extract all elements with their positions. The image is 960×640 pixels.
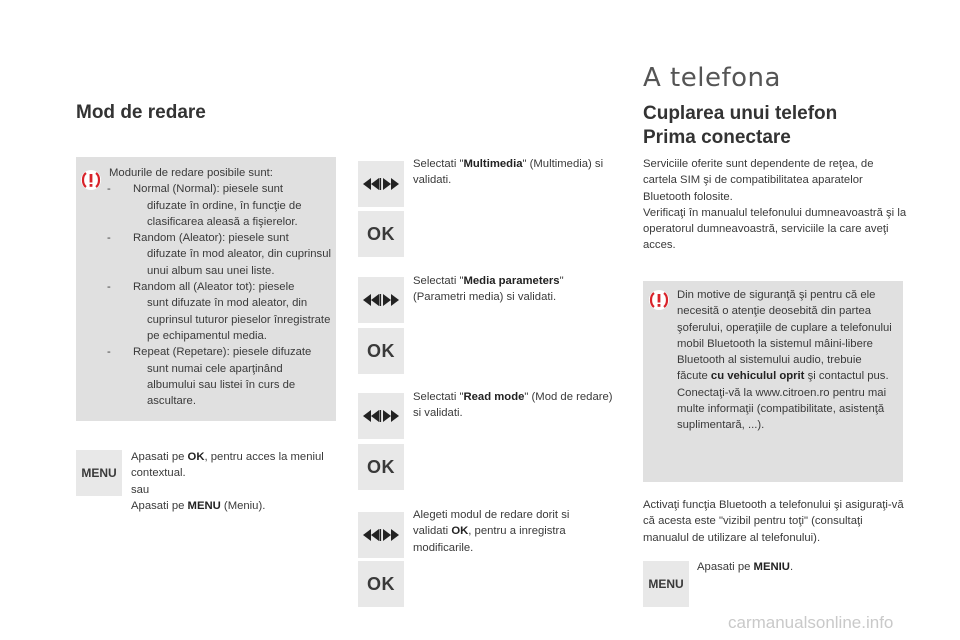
step-media-parameters-text: Selectati "Media parameters" (Parametri media) si validati. — [413, 275, 564, 304]
arrows-button[interactable] — [358, 277, 404, 323]
play-modes-box — [76, 157, 336, 421]
right-intro-text: Serviciile oferite sunt dependente de reţea, de cartela SIM şi de compatibilitatea aparatelor Bluetooth folosite. Verificaţi în manualul telefonului dumneavoastră şi la operatorul dumneavoastră, serviciile la care aveţi acces. — [643, 158, 907, 252]
left-right-arrows-icon — [361, 527, 401, 543]
safety-box — [643, 281, 903, 482]
warning-icon — [648, 289, 670, 311]
right-title-line2: Prima conectare — [643, 127, 791, 148]
ok-button[interactable]: OK — [358, 328, 404, 374]
chapter-title: A telefona — [643, 63, 781, 93]
play-modes-list — [107, 181, 333, 409]
ok-button[interactable]: OK — [358, 561, 404, 607]
step-read-mode-text: Selectati "Read mode" (Mod de redare) si validati. — [413, 391, 613, 420]
ok-button[interactable]: OK — [358, 211, 404, 257]
menu-step-text: Apasati pe OK, pentru acces la meniul contextual. sau Apasati pe MENU (Meniu). — [131, 451, 324, 512]
ok-button[interactable]: OK — [358, 444, 404, 490]
safety-text: Din motive de siguranţă şi pentru că ele necesită o atenţie deosebită din partea şoferului, operaţiile de cuplare a telefonului mobil Bluetooth la sistemul mâini-libere Bluetooth al sistemului audio, trebuie făcute cu vehiculul oprit şi contactul pus. Conectaţi-vă la www.citroen.ro pentru mai multe informaţii (compatibilitate, asistenţă suplimentară, ...). — [677, 289, 892, 432]
left-section-title: Mod de redare — [76, 102, 206, 123]
play-modes-text — [109, 165, 333, 409]
right-section-title — [643, 102, 837, 150]
meniu-step-text: Apasati pe MENIU. — [697, 561, 794, 573]
activate-bluetooth-text: Activaţi funcţia Bluetooth a telefonului şi asiguraţi-vă că acesta este "vizibil pentru toţi" (consultaţi manualul de utilizare al telefonului). — [643, 499, 904, 544]
arrows-button[interactable] — [358, 161, 404, 207]
watermark: carmanualsonline.info — [728, 613, 894, 632]
list-item: - Random all (Aleator tot): piesele sunt difuzate în mod aleator, din cuprinsul tuturor pieselor înregistrate pe echipamentul media. — [107, 281, 331, 342]
left-right-arrows-icon — [361, 408, 401, 424]
left-right-arrows-icon — [361, 292, 401, 308]
warning-icon — [80, 169, 102, 191]
menu-button[interactable]: MENU — [643, 561, 689, 607]
step-choose-mode-text: Alegeti modul de redare dorit si validati OK, pentru a inregistra modificarile. — [413, 509, 570, 554]
arrows-button[interactable] — [358, 512, 404, 558]
list-item: - Normal (Normal): piesele sunt difuzate în ordine, în funcţie de clasificarea aleasă a fişierelor. — [107, 183, 302, 228]
left-right-arrows-icon — [361, 176, 401, 192]
right-title-line1: Cuplarea unui telefon — [643, 103, 838, 124]
arrows-button[interactable] — [358, 393, 404, 439]
menu-button[interactable]: MENU — [76, 450, 122, 496]
play-modes-intro: Modurile de redare posibile sunt: — [109, 167, 273, 179]
list-item: - Random (Aleator): piesele sunt difuzate în mod aleator, din cuprinsul unui album sau unei liste. — [107, 232, 331, 277]
step-multimedia-text: Selectati "Multimedia" (Multimedia) si validati. — [413, 158, 604, 187]
list-item: - Repeat (Repetare): piesele difuzate sunt numai cele aparţinând albumului sau listei în curs de ascultare. — [107, 346, 312, 408]
